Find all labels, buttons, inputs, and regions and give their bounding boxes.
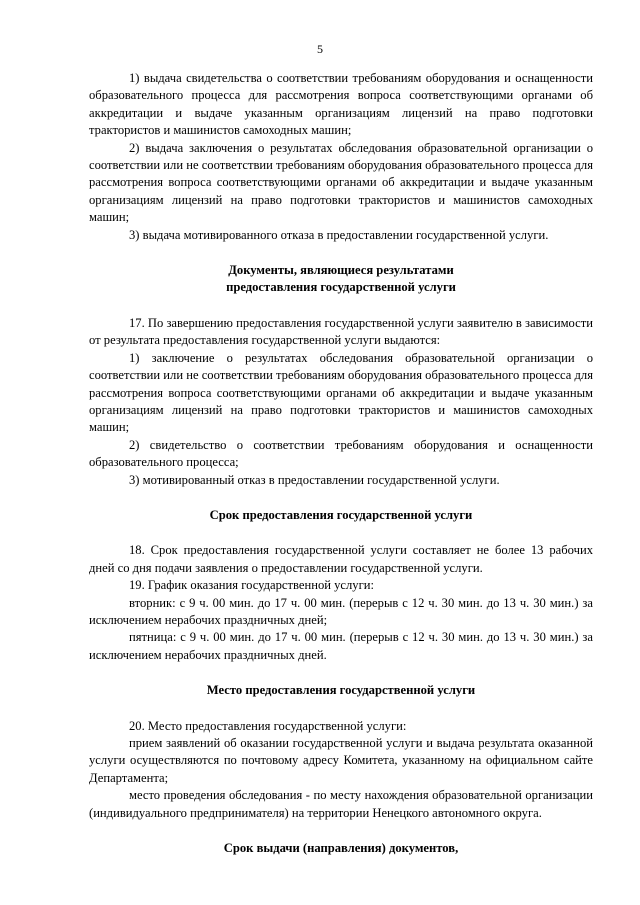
- paragraph: 1) заключение о результатах обследования образовательной организации о соответствии или не соответствии требованиям оборудования образовательного процесса для рассмотрения вопроса соответствующими органами об аккредитации и выдаче указанным организациям лицензий на право подготовки трактористов и машинистов самоходных машин;: [89, 350, 593, 435]
- section-spacer: [89, 524, 593, 542]
- section-heading: Срок предоставления государственной услуги: [209, 507, 473, 522]
- paragraph: 19. График оказания государственной услуги:: [129, 578, 375, 593]
- document-body: [89, 70, 593, 857]
- paragraph: 2) свидетельство о соответствии требованиям оборудования и оснащенности образовательного процесса;: [89, 437, 593, 470]
- section-spacer: [89, 664, 593, 682]
- section-heading: Место предоставления государственной услуги: [206, 683, 476, 698]
- paragraph: 3) мотивированный отказ в предоставлении государственной услуги.: [129, 472, 500, 487]
- paragraph: пятница: с 9 ч. 00 мин. до 17 ч. 00 мин. (перерыв с 12 ч. 30 мин. до 13 ч. 30 мин.) за исключением нерабочих праздничных дней.: [89, 630, 593, 662]
- paragraph: место проведения обследования - по месту нахождения образовательной организации (индивидуального предпринимателя) на территории Ненецкого автономного округа.: [89, 788, 593, 820]
- section-heading: предоставления государственной услуги: [226, 280, 456, 295]
- section-heading: Срок выдачи (направления) документов,: [223, 841, 459, 856]
- section-spacer: [89, 297, 593, 315]
- section-spacer: [89, 822, 593, 840]
- paragraph: 17. По завершению предоставления государственной услуги заявителю в зависимости от результата предоставления государственной услуги выдаются:: [89, 315, 593, 348]
- paragraph: 18. Срок предоставления государственной услуги составляет не более 13 рабочих дней со дня подачи заявления о предоставлении государственной услуги.: [89, 543, 593, 575]
- paragraph: 1) выдача свидетельства о соответствии требованиям оборудования и оснащенности образовательного процесса для рассмотрения вопроса соответствующими органами об аккредитации и выдаче указанным организациям лицензий на право подготовки трактористов и машинистов самоходных машин;: [89, 71, 593, 138]
- paragraph: прием заявлений об оказании государственной услуги и выдача результата оказанной услуги осуществляются по почтовому адресу Комитета, указанному на официальном сайте Департамента;: [89, 736, 593, 785]
- paragraph: вторник: с 9 ч. 00 мин. до 17 ч. 00 мин. (перерыв с 12 ч. 30 мин. до 13 ч. 30 мин.) за исключением нерабочих праздничных дней;: [89, 595, 593, 627]
- page-number: 5: [317, 42, 323, 56]
- section-spacer: [89, 244, 593, 262]
- paragraph: 2) выдача заключения о результатах обследования образовательной организации о соответствии или не соответствии требованиям оборудования образовательного процесса для рассмотрения вопроса соответствующими органами об аккредитации и выдаче указанным организациям лицензий на право подготовки трактористов и машинистов самоходных машин;: [89, 140, 593, 225]
- paragraph: 20. Место предоставления государственной услуги:: [129, 718, 407, 733]
- paragraph: 3) выдача мотивированного отказа в предоставлении государственной услуги.: [129, 227, 549, 242]
- section-spacer: [89, 489, 593, 507]
- section-heading: Документы, являющиеся результатами: [228, 263, 454, 278]
- section-spacer: [89, 700, 593, 718]
